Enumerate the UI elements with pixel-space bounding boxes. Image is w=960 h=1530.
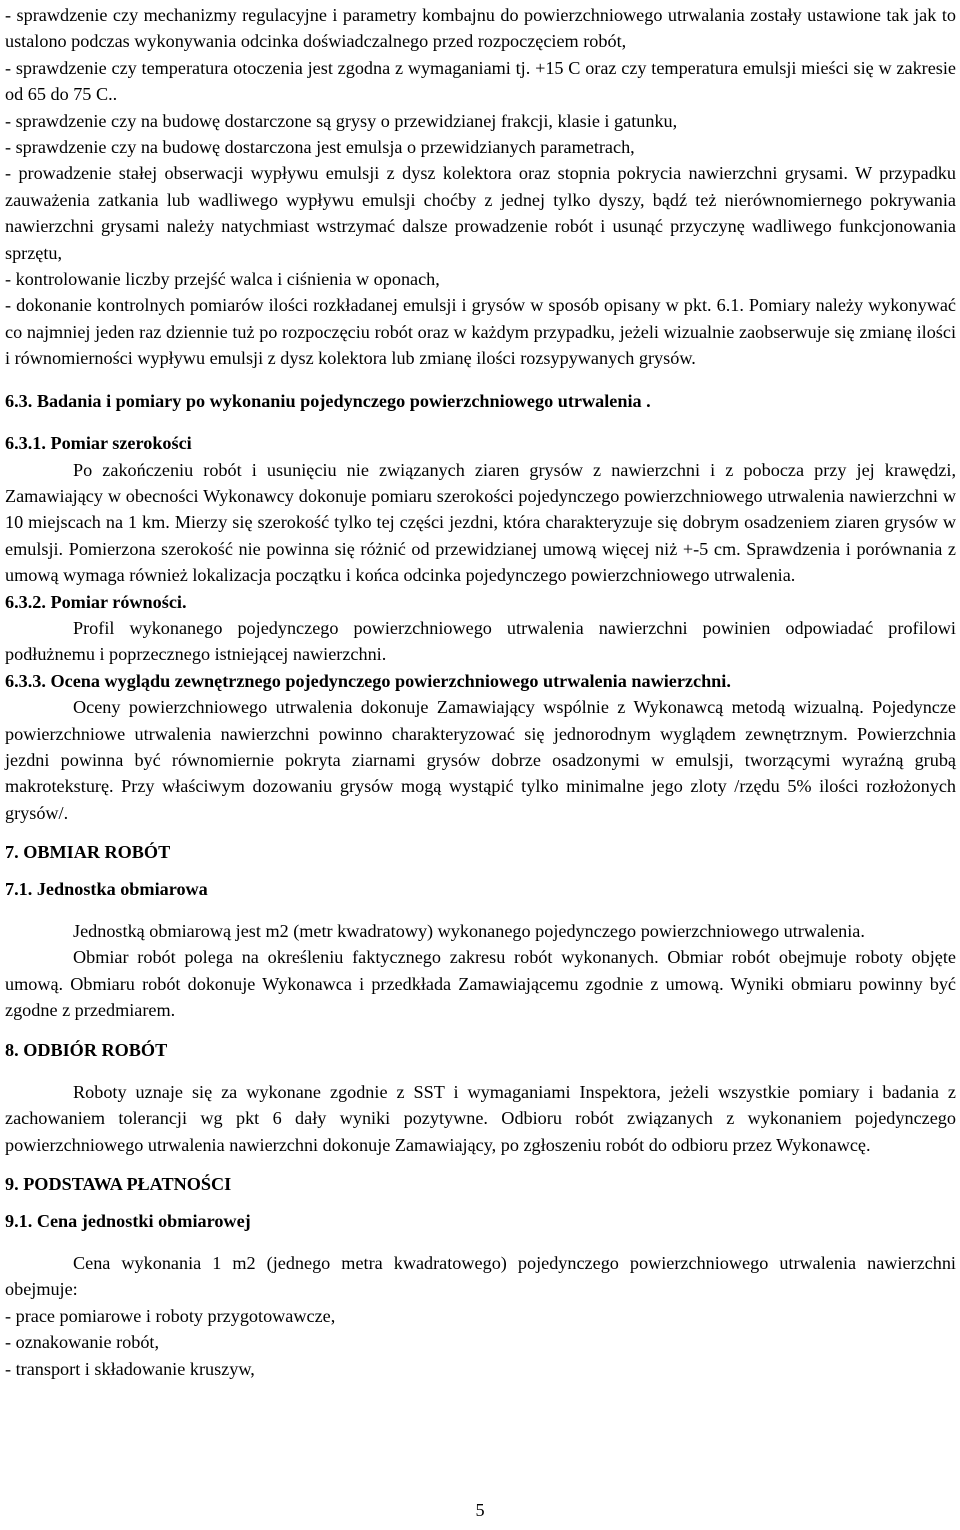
page-number: 5 (475, 1500, 485, 1520)
section-heading-8: 8. ODBIÓR ROBÓT (5, 1039, 168, 1060)
section-heading-7-1: 7.1. Jednostka obmiarowa (5, 878, 208, 899)
bullet-temperature-check: - sprawdzenie czy temperatura otoczenia jest zgodna z wymaganiami tj. +15 C oraz czy temperatura emulsji mieści się w zakresie od 65 do 75 C.. (5, 57, 956, 105)
bullet-roller-control: - kontrolowanie liczby przejść walca i ciśnienia w oponach, (5, 269, 440, 290)
bullet-grit-check: - sprawdzenie czy na budowę dostarczone są grysy o przewidzianej frakcji, klasie i gatunku, (5, 110, 678, 131)
paragraph-6-3-2: Profil wykonanego pojedynczego powierzchniowego utrwalenia nawierzchni powinien odpowiadać profilowi podłużnemu i poprzecznego istniejącej nawierzchni. (5, 617, 956, 665)
section-heading-6-3: 6.3. Badania i pomiary po wykonaniu pojedynczego powierzchniowego utrwalenia . (5, 390, 651, 411)
paragraph-9-1: Cena wykonania 1 m2 (jednego metra kwadratowego) pojedynczego powierzchniowego utrwalenia nawierzchni obejmuje: (5, 1253, 956, 1300)
paragraph-7-1-unit: Jednostką obmiarową jest m2 (metr kwadratowy) wykonanego pojedynczego powierzchniowego utrwalenia. (73, 921, 865, 941)
section-heading-9-1: 9.1. Cena jednostki obmiarowej (5, 1210, 251, 1231)
list-item: - oznakowanie robót, (5, 1332, 160, 1353)
paragraph-8: Roboty uznaje się za wykonane zgodnie z SST i wymaganiami Inspektora, jeżeli wszystkie pomiary i badania z zachowaniem tolerancji wg pkt 6 dały wyniki pozytywne. Odbioru robót związanych z wykonaniem pojedynczego powierzchniowego utrwalenia nawierzchni dokonuje Zamawiający, po zgłoszeniu robót do odbioru przez Wykonawcę. (5, 1082, 956, 1155)
paragraph-6-3-1: Po zakończeniu robót i usunięciu nie związanych ziaren grysów z nawierzchni i z pobocza przy jej krawędzi, Zamawiający w obecności Wykonawcy dokonuje pomiaru szerokości pojedynczego powierzchniowego utrwalenia nawierzchni w 10 miejscach na 1 km. Mierzy się szerokość tylko tej części jezdni, która charakteryzuje się dobrym osadzeniem ziaren grysów w emulsji. Pomierzona szerokość nie powinna się różnić od przewidzianej umową więcej niż +-5 cm. Sprawdzenia i porównania z umową wymaga również lokalizacja początku i końca odcinka pojedynczego powierzchniowego utrwalenia. (5, 459, 956, 586)
paragraph-7-1-measurement: Obmiar robót polega na określeniu faktycznego zakresu robót wykonanych. Obmiar robót obejmuje roboty objęte umową. Obmiaru robót dokonuje Wykonawca i przedkłada Zamawiającemu zgodnie z umową. Wyniki obmiaru powinny być zgodne z przedmiarem. (5, 947, 956, 1021)
list-item: - prace pomiarowe i roboty przygotowawcze, (5, 1305, 336, 1326)
section-heading-6-3-3: 6.3.3. Ocena wyglądu zewnętrznego pojedynczego powierzchniowego utrwalenia nawierzchni. (5, 670, 731, 691)
bullet-observation: - prowadzenie stałej obserwacji wypływu emulsji z dysz kolektora oraz stopnia pokrycia nawierzchni grysami. W przypadku zauważenia zatkania lub wadliwego wypływu emulsji choćby z jednej tylko dyszy, bądź też nierównomiernego pokrywania nawierzchni grysami należy natychmiast wstrzymać dalsze prowadzenie robót i usunąć przyczynę wadliwego funkcjonowania sprzętu, (5, 163, 956, 263)
section-heading-6-3-2: 6.3.2. Pomiar równości. (5, 591, 187, 612)
bullet-regulation-check: - sprawdzenie czy mechanizmy regulacyjne i parametry kombajnu do powierzchniowego utrwalania zostały ustawione tak jak to ustalono podczas wykonywania odcinka doświadczalnego przed rozpoczęciem robót, (5, 5, 956, 52)
paragraph-6-3-3: Oceny powierzchniowego utrwalenia dokonuje Zamawiający wspólnie z Wykonawcą metodą wizualną. Pojedyncze powierzchniowe utrwalenia nawierzchni powinno charakteryzować się jednorodnym wyglądem zewnętrznym. Powierzchnia jezdni powinna być równomiernie pokryta ziarnami grysów dobrze osadzonymi w emulsji, tworzącymi wyraźną grubą makroteksturę. Przy właściwym dozowaniu grysów mogą wystąpić tylko minimalne jego zloty /rzędu 5% ilości rozłożonych grysów/. (5, 697, 956, 823)
bullet-emulsion-check: - sprawdzenie czy na budowę dostarczona jest emulsja o przewidzianych parametrach, (5, 137, 635, 158)
section-heading-7: 7. OBMIAR ROBÓT (5, 842, 171, 863)
section-heading-6-3-1: 6.3.1. Pomiar szerokości (5, 433, 192, 454)
list-item: - transport i składowanie kruszyw, (5, 1358, 255, 1379)
bullet-control-measurements: - dokonanie kontrolnych pomiarów ilości rozkładanej emulsji i grysów w sposób opisany w pkt. 6.1. Pomiary należy wykonywać co najmniej jeden raz dziennie tuż po rozpoczęciu robót oraz w każdym przypadku, jeżeli wizualnie zaobserwuje się zmianę ilości i równomierności wypływu emulsji z dysz kolektora lub zmianę ilości rozsypywanych grysów. (5, 295, 956, 369)
section-heading-9: 9. PODSTAWA PŁATNOŚCI (5, 1174, 232, 1195)
